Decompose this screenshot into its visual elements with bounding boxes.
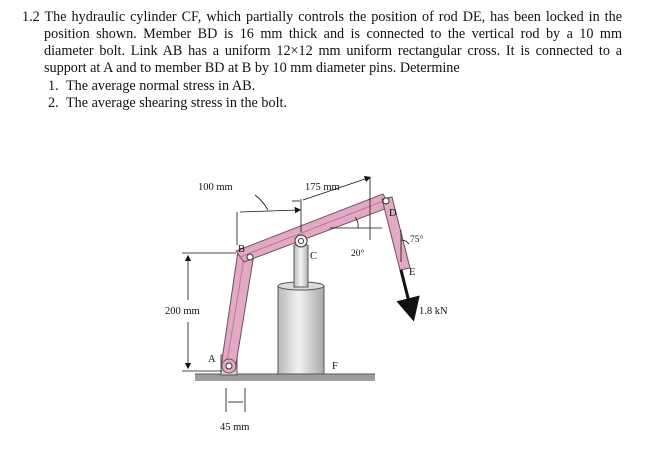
problem-statement-text: The hydraulic cylinder CF, which partially controls the position of rod DE, has been locked in the position shown. Member BD is 16 mm thick and is connected to the vertical rod by a 10 mm diameter bolt. Link AB has a uniform 12×12 mm uniform rectangular cross. It is connected to a support at A and to member BD at B by 10 mm diameter pins. Determine: [44, 9, 623, 76]
pin-B: [247, 254, 253, 260]
label-A: A: [208, 354, 216, 365]
label-75deg: 75°: [410, 235, 424, 245]
dimension-100-line: [240, 210, 298, 212]
label-175mm: 175 mm: [305, 182, 340, 193]
label-D: D: [389, 208, 397, 219]
task-number: 2.: [48, 95, 59, 111]
task-text: The average shearing stress in the bolt.: [66, 95, 288, 111]
hydraulic-cylinder: [278, 286, 324, 374]
task-number: 1.: [48, 78, 59, 94]
label-E: E: [409, 267, 416, 278]
pin-D: [383, 198, 389, 204]
label-C: C: [310, 251, 318, 262]
label-force: 1.8 kN: [419, 306, 448, 317]
link-AB: [221, 251, 254, 370]
label-20deg: 20°: [351, 249, 365, 259]
label-200mm: 200 mm: [165, 306, 200, 317]
label-45mm: 45 mm: [220, 422, 250, 433]
piston-rod: [294, 245, 308, 287]
task-text: The average normal stress in AB.: [66, 78, 256, 94]
label-100mm: 100 mm: [198, 182, 233, 193]
label-B: B: [238, 244, 246, 255]
label-F: F: [332, 361, 338, 372]
problem-number: 1.2: [22, 9, 40, 25]
